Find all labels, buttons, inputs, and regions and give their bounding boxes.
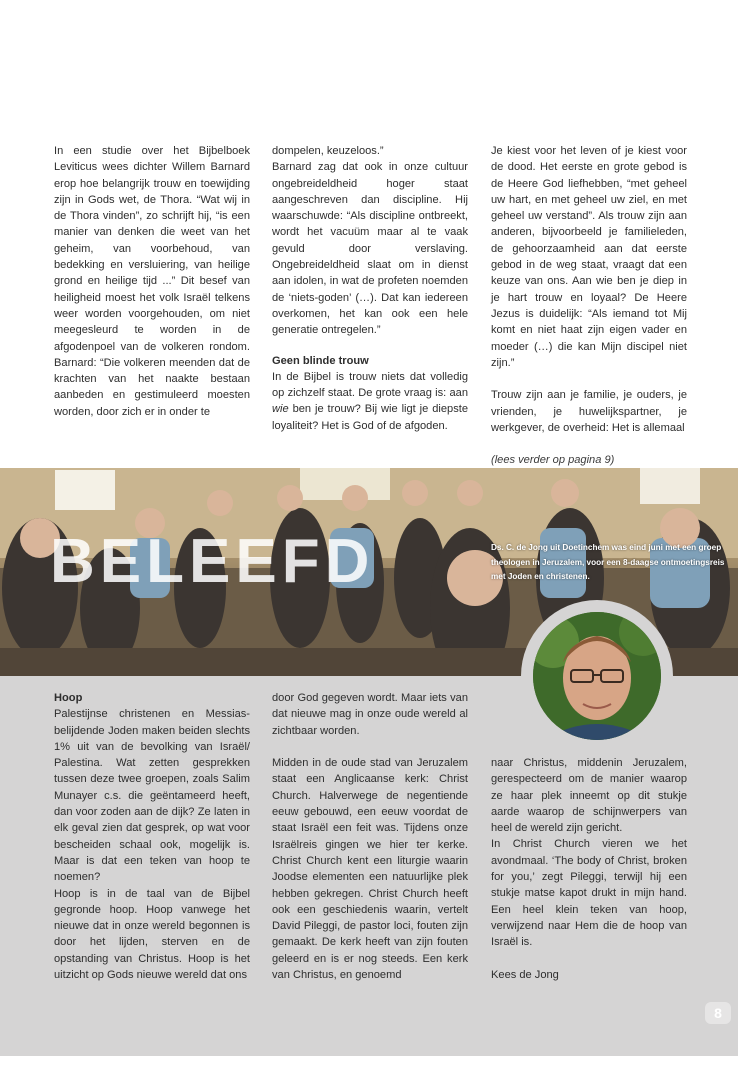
page-number: 8 <box>705 1002 731 1024</box>
top-col3-p2: Trouw zijn aan je familie, je ouders, je vrienden, je huwelijkspartner, je werkgever, de overheid: Het is allemaal <box>491 389 687 435</box>
bottom-column-2 <box>272 690 468 983</box>
top-col3-p1: Je kiest voor het leven of je kiest voor de dood. Het eerste en grote gebod is de Heere God liefhebben, “met geheel uw hart, en met geheel uw ziel, en met geheel uw verstand”. Als trouw zijn aan anderen, bijvoorbeeld je familieleden, de gehoorzaamheid aan dat eerste gebod in de weg staat, vraagt dat een keuze van ons. Aan wie ben je diep in je hart trouw en loyaal? De Heere Jezus is duidelijk: “Als iemand tot Mij komt en niet haat zijn eigen vader en moeder (…) die kan Mijn discipel niet zijn.” <box>491 145 687 369</box>
continued-note: (lees verder op pagina 9) <box>491 454 615 467</box>
bottom-col3-p2: In Christ Church vieren we het avondmaal. ‘The body of Christ, broken for you,’ zegt Pileggi, terwijl hij een stukje matse kapot drukt in mijn hand. Een heel klein teken van hoop, verwijzend naar Hem die de hoop van Israël is. <box>491 838 687 949</box>
top-column-3 <box>491 143 687 469</box>
author-portrait-illustration <box>533 612 661 740</box>
top-col2-p3: In de Bijbel is trouw niets dat volledig op zichzelf staat. De grote vraag is: aan wie ben je trouw? Bij wie ligt je diepste loyaliteit? Het is God of de afgoden. <box>272 370 468 432</box>
section-title-beleefd: BELEEFD <box>50 527 375 596</box>
bottom-column-1 <box>54 690 250 983</box>
top-column-1 <box>54 143 250 420</box>
top-col2-p1: dompelen, keuzeloos.” <box>272 145 384 157</box>
bottom-column-3 <box>491 755 687 983</box>
top-column-2 <box>272 143 468 434</box>
bottom-col3-p1: naar Christus, middenin Jeruzalem, gerespecteerd om de manier waarop ze haar plek inneemt op dit stukje aarde waarop de schijnwerpers van heel de wereld zijn gericht. <box>491 757 687 835</box>
photo-caption: Ds. C. de Jong uit Doetinchem was eind juni met een groep theologen in Jeruzalem, voor een 8-daagse ontmoetingsreis met Joden en christenen. <box>491 543 725 582</box>
bottom-col1-p2: Hoop is in de taal van de Bijbel gegronde hoop. Hoop vanwege het nieuwe dat in onze wereld begonnen is door het lijden, sterven en de opstanding van Christus. Hoop is het uitzicht op Gods nieuwe wereld dat ons <box>54 887 250 982</box>
author-signature: Kees de Jong <box>491 968 559 981</box>
bottom-col1-p1: Palestijnse christenen en Messias-belijdende Joden maken beiden slechts 1% uit van de bevolking van Israël/ Palestina. Wat zetten gesprekken tussen deze twee groepen, zoals Salim Munayer c.s. die geëntameerd heeft, dan voor zoden aan de dijk? Ze laten in elk geval zien dat gesprek, op wat voor bescheiden schaal ook, mogelijk is. Maar is dat een teken van hoop te noemen? <box>54 708 250 884</box>
top-col1-text: In een studie over het Bijbelboek Leviticus wees dichter Willem Barnard erop hoe belangrijk trouw en toewijding zijn in Gods wet, de Thora. “Wat wij in de Thora vinden”, zo schrijft hij, “is een manier van denken die weet van het geheim, van voorbehoud, van bedekking en versluiering, van heilige grond en heilige tijd ...” Dit besef van heiligheid moest het volk Israël telkens weer worden voorgehouden, om niet meegesleurd te worden in de afgodenpoel van de volkeren rondom. Barnard: “Die volkeren meenden dat de krachten van het naakte bestaan aanbeden en gestimuleerd moesten worden, door zich er in onder te <box>54 145 250 418</box>
top-col2-p2: Barnard zag dat ook in onze cultuur ongebreideldheid hoger staat aangeschreven dan discipline. Hij waarschuwde: “Als discipline ontbreekt, wordt het vacuüm maar al te vaak gevuld door verslaving. Ongebreideldheid slaat om in dienst aan idolen, in wat de profeten noemden de ‘niets-goden’ (…). Dat kan iedereen overkomen, het kan ook een hele generatie ontregelen.” <box>272 161 468 337</box>
bottom-col2-p1: door God gegeven wordt. Maar iets van dat nieuwe mag in onze oude wereld al zichtbaar worden. <box>272 692 468 737</box>
bottom-col2-p2: Midden in de oude stad van Jeruzalem staat een Anglicaanse kerk: Christ Church. Halverwege de negentiende eeuw gebouwd, een eeuw voordat de staat Israël een feit was. Tijdens onze Israëlreis gingen we hier ter kerke. Christ Church kent een liturgie waarin Joodse elementen een natuurlijke plek hebben gekregen. Christ Church heeft ook een geschiedenis waarin, vertelt David Pileggi, de pastor loci, fouten zijn gemaakt. De kerk heeft van zijn fouten geleerd en is er nog steeds. Een kerk van Christus, en genoemd <box>272 757 468 982</box>
section-heading-hoop: Hoop <box>54 692 83 704</box>
section-heading-geen-blinde-trouw: Geen blinde trouw <box>272 354 369 367</box>
author-portrait <box>533 612 661 740</box>
